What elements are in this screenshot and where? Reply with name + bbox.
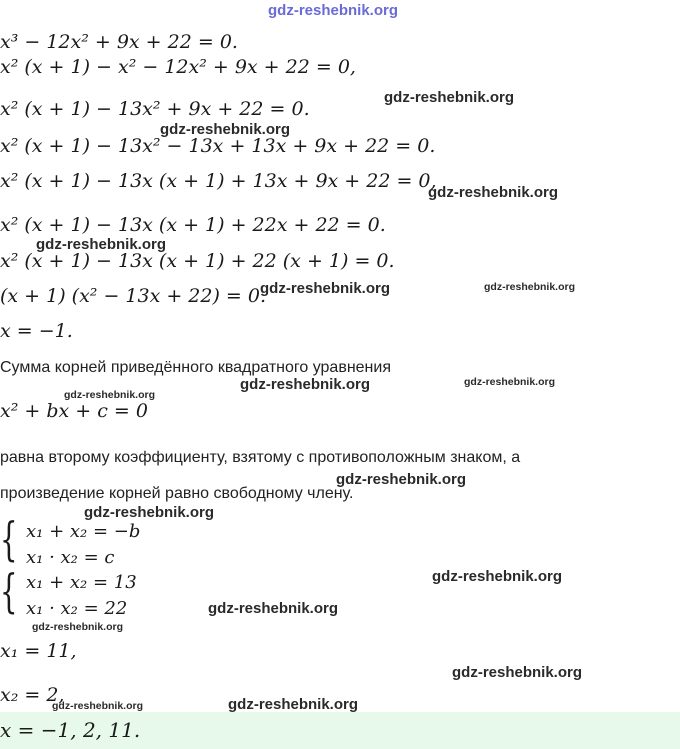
watermark: gdz-reshebnik.org bbox=[228, 696, 359, 713]
watermark: gdz-reshebnik.org bbox=[36, 236, 167, 253]
vieta-intro-text: Сумма корней приведённого квадратного уравнения bbox=[0, 359, 391, 376]
final-answer: x = −1, 2, 11. bbox=[0, 718, 141, 742]
system-brace-1: { bbox=[0, 512, 18, 566]
watermark: gdz-reshebnik.org bbox=[64, 389, 156, 401]
root-x2: x₂ = 2, bbox=[0, 684, 65, 706]
equation-step-9: x = −1. bbox=[0, 320, 73, 342]
root-x1: x₁ = 11, bbox=[0, 640, 77, 662]
watermark: gdz-reshebnik.org bbox=[84, 504, 215, 521]
watermark: gdz-reshebnik.org bbox=[336, 471, 467, 488]
watermark: gdz-reshebnik.org bbox=[260, 280, 391, 297]
watermark: gdz-reshebnik.org bbox=[432, 568, 563, 585]
equation-step-1: x³ − 12x² + 9x + 22 = 0. bbox=[0, 31, 238, 53]
watermark: gdz-reshebnik.org bbox=[240, 376, 371, 393]
vieta-text-line-1: равна второму коэффициенту, взятому с противоположным знаком, а bbox=[0, 449, 521, 466]
watermark: gdz-reshebnik.org bbox=[484, 281, 576, 293]
system1-sum: x₁ + x₂ = −b bbox=[26, 521, 141, 542]
system2-product: x₁ · x₂ = 22 bbox=[26, 598, 128, 619]
equation-step-2: x² (x + 1) − x² − 12x² + 9x + 22 = 0, bbox=[0, 56, 356, 78]
watermark: gdz-reshebnik.org bbox=[32, 621, 124, 633]
watermark: gdz-reshebnik.org bbox=[160, 121, 291, 138]
equation-step-7: x² (x + 1) − 13x (x + 1) + 22 (x + 1) = 0. bbox=[0, 250, 395, 272]
watermark: gdz-reshebnik.org bbox=[464, 376, 556, 388]
equation-step-5: x² (x + 1) − 13x (x + 1) + 13x + 9x + 22 = 0, bbox=[0, 170, 437, 192]
equation-step-4: x² (x + 1) − 13x² − 13x + 13x + 9x + 22 = 0. bbox=[0, 135, 436, 157]
watermark: gdz-reshebnik.org bbox=[384, 89, 515, 106]
system1-product: x₁ · x₂ = c bbox=[26, 547, 115, 568]
equation-step-8: (x + 1) (x² − 13x + 22) = 0. bbox=[0, 285, 267, 307]
equation-step-3: x² (x + 1) − 13x² + 9x + 22 = 0. bbox=[0, 98, 310, 120]
watermark: gdz-reshebnik.org bbox=[452, 664, 583, 681]
equation-step-6: x² (x + 1) − 13x (x + 1) + 22x + 22 = 0. bbox=[0, 214, 386, 236]
quadratic-equation: x² + bx + c = 0 bbox=[0, 400, 148, 422]
watermark: gdz-reshebnik.org bbox=[208, 600, 339, 617]
watermark-top: gdz-reshebnik.org bbox=[268, 2, 399, 19]
system-brace-2: { bbox=[0, 564, 18, 618]
system2-sum: x₁ + x₂ = 13 bbox=[26, 572, 137, 593]
watermark: gdz-reshebnik.org bbox=[428, 184, 559, 201]
vieta-text-line-2: произведение корней равно свободному члену. bbox=[0, 485, 354, 502]
watermark: gdz-reshebnik.org bbox=[52, 700, 144, 712]
